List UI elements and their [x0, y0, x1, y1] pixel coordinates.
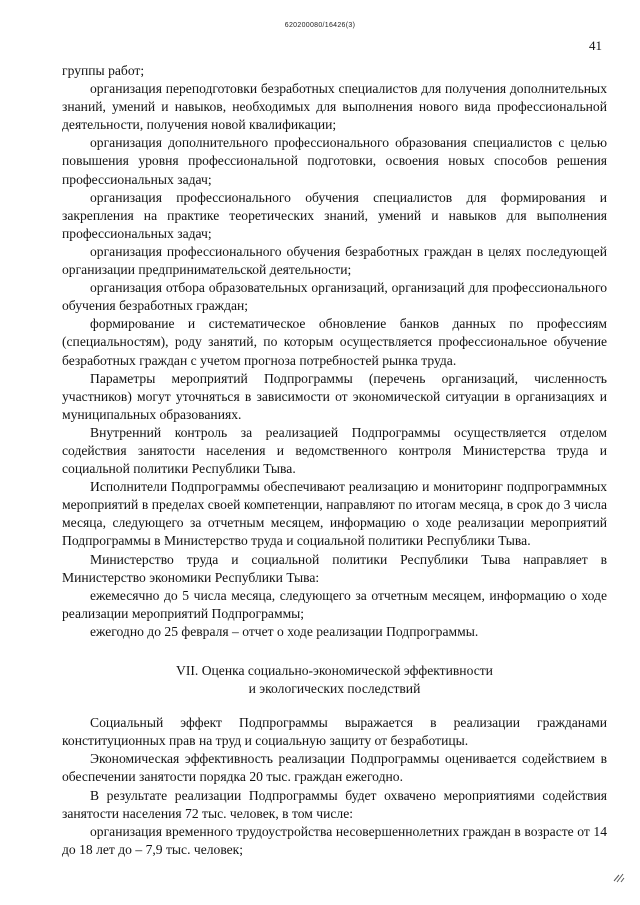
paragraph: Экономическая эффективность реализации Подпрограммы оценивается содействием в обеспечении занятости порядка 20 тыс. граждан ежегодно.: [62, 751, 607, 785]
section-heading-line-1: VII. Оценка социально-экономической эффективности: [176, 663, 493, 678]
section-heading: [62, 662, 607, 698]
paragraph: организация переподготовки безработных специалистов для получения дополнительных знаний, умений и навыков, необходимых для выполнения нового вида профессиональной деятельности, получения новой квалификации;: [62, 81, 607, 133]
paragraph: ежемесячно до 5 числа месяца, следующего за отчетным месяцем, информацию о ходе реализации мероприятий Подпрограммы;: [62, 587, 607, 621]
paragraph: организация отбора образовательных организаций, организаций для профессионального обучения безработных граждан;: [62, 280, 607, 314]
paragraph: организация дополнительного профессионального образования специалистов с целью повышения уровня профессиональной подготовки, освоения новых способов решения профессиональных задач;: [62, 135, 607, 187]
paragraph: В результате реализации Подпрограммы будет охвачено мероприятиями содействия занятости населения 72 тыс. человек, в том числе:: [62, 787, 607, 821]
paragraph: формирование и систематическое обновление банков данных по профессиям (специальностям), роду занятий, по которым осуществляется профессиональное обучение безработных граждан с учетом прогноза потребностей рынка труда.: [62, 316, 607, 368]
paragraph: организация профессионального обучения специалистов для формирования и закрепления на практике теоретических знаний, умений и навыков для выполнения профессиональных задач;: [62, 189, 607, 241]
paragraph: Министерство труда и социальной политики Республики Тыва направляет в Министерство экономики Республики Тыва:: [62, 551, 607, 585]
paragraph: организация профессионального обучения безработных граждан в целях последующей организации предпринимательской деятельности;: [62, 243, 607, 278]
paragraph: группы работ;: [62, 63, 145, 78]
paragraph: Социальный эффект Подпрограммы выражается в реализации гражданами конституционных прав на труд и социальную защиту от безработицы.: [62, 715, 607, 749]
corner-mark-icon: [612, 871, 626, 883]
paragraph: Исполнители Подпрограммы обеспечивают реализацию и мониторинг подпрограммных мероприятий в пределах своей компетенции, направляют по итогам месяца, в срок до 3 числа месяца, следующего за отчетным месяцем, информацию о ходе реализации мероприятий Подпрограммы в Министерство труда и социальной политики Республики Тыва.: [62, 479, 607, 549]
page-number: 41: [589, 38, 602, 53]
section-heading-line-2: и экологических последствий: [248, 681, 421, 697]
paragraph: Внутренний контроль за реализацией Подпрограммы осуществляется отделом содействия занятости населения и ведомственного контроля Министерства труда и социальной политики Республики Тыва.: [62, 424, 607, 477]
paragraph: ежегодно до 25 февраля – отчет о ходе реализации Подпрограммы.: [90, 623, 479, 639]
paragraph: Параметры мероприятий Подпрограммы (перечень организаций, численность участников) могут уточняться в зависимости от экономической ситуации в организациях и муниципальных образованиях.: [62, 370, 607, 422]
document-body: [62, 62, 607, 859]
paragraphs-top: [62, 62, 607, 641]
document-id: 620200080/16426(3): [284, 22, 356, 29]
paragraphs-bottom: [62, 714, 607, 859]
paragraph: организация временного трудоустройства несовершеннолетних граждан в возрасте от 14 до 18 лет до – 7,9 тыс. человек;: [62, 823, 607, 857]
